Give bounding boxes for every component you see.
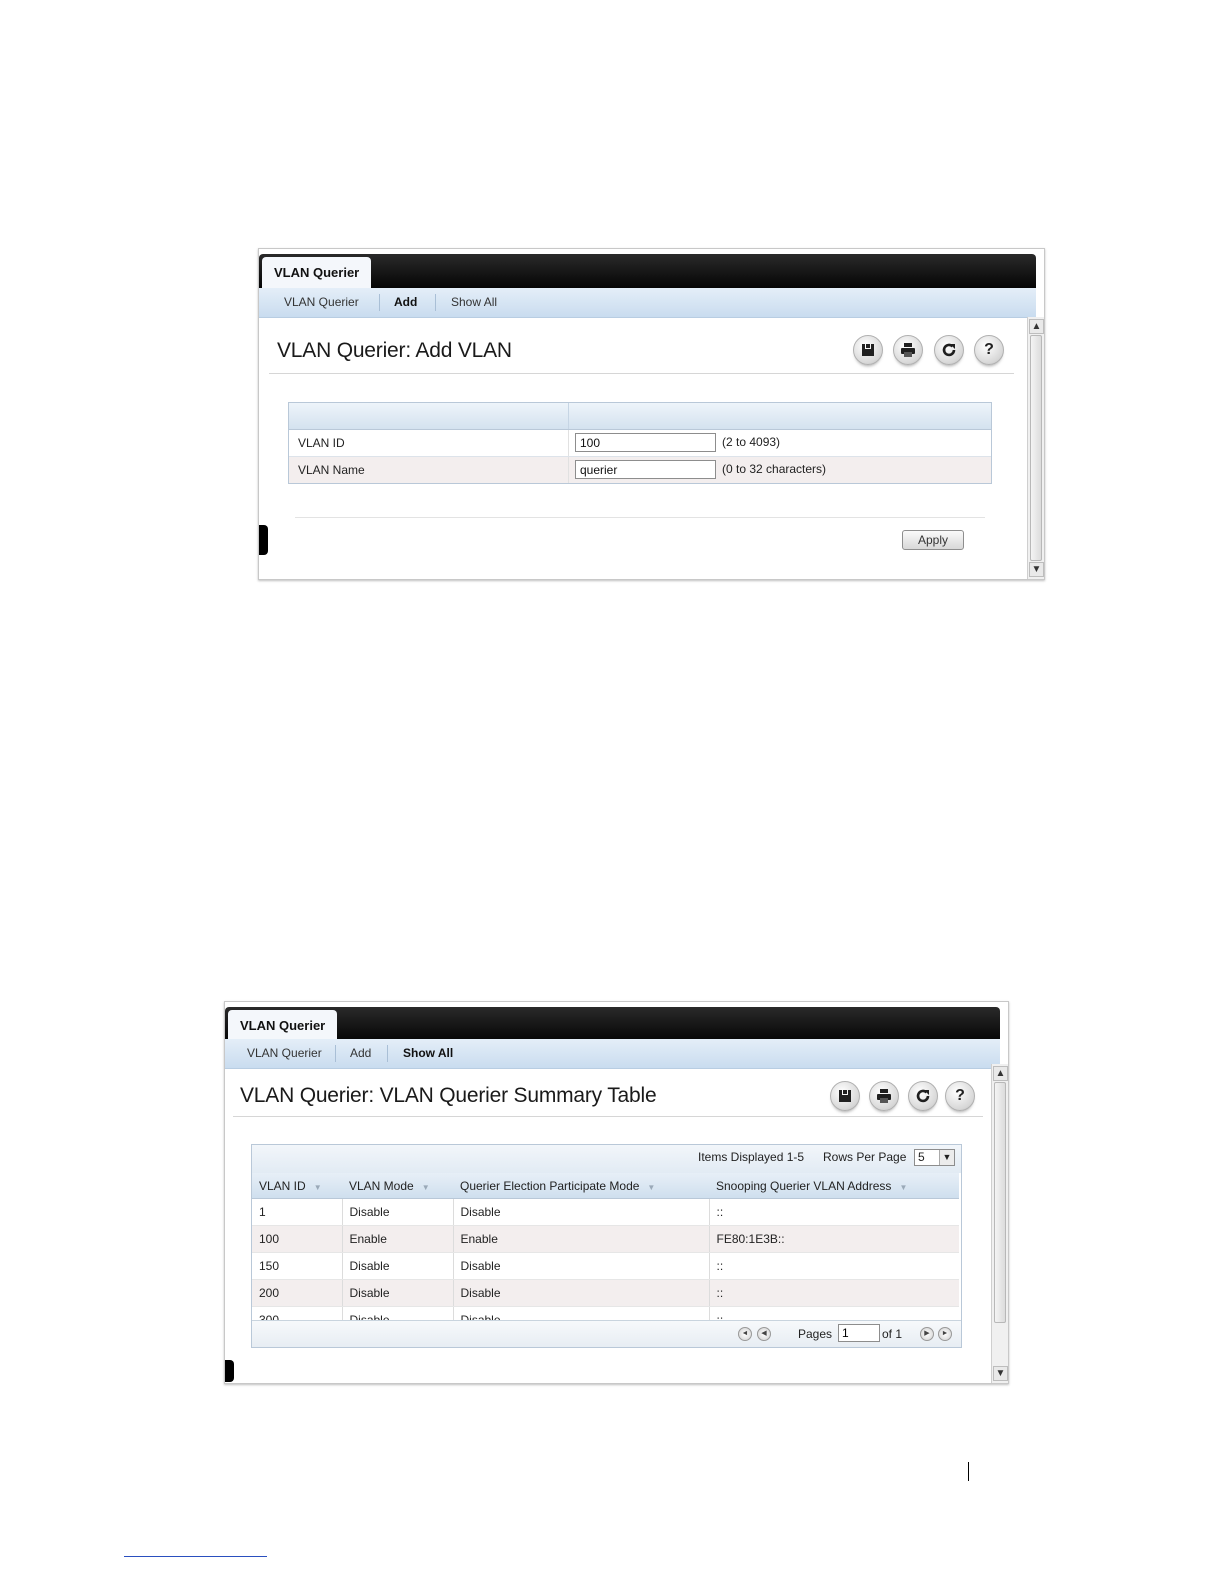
cell-vlan-mode: Disable [342, 1253, 453, 1280]
cell-vlan-id: 200 [252, 1280, 342, 1307]
window-titlebar [259, 254, 1036, 288]
sort-icon: ▼ [421, 1182, 430, 1192]
print-icon[interactable] [893, 335, 923, 365]
column-header-vlan-mode[interactable]: VLAN Mode ▼ [342, 1173, 453, 1199]
scrollbar-thumb[interactable] [1030, 335, 1042, 561]
cell-vlan-id: 150 [252, 1253, 342, 1280]
form-row-vlan-name [289, 457, 991, 483]
cell-address: FE80:1E3B:: [709, 1226, 959, 1253]
save-icon[interactable] [830, 1081, 860, 1111]
vlan-querier-summary-window [224, 1001, 1009, 1384]
cell-vlan-mode: Enable [342, 1226, 453, 1253]
scroll-down-icon[interactable]: ▼ [993, 1366, 1008, 1381]
cell-address: :: [709, 1199, 959, 1226]
table-header-row [252, 1173, 959, 1199]
vlan-id-hint: (2 to 4093) [722, 435, 781, 449]
apply-button[interactable]: Apply [902, 530, 964, 550]
scroll-up-icon[interactable]: ▲ [1029, 319, 1044, 334]
help-icon[interactable]: ? [945, 1081, 975, 1111]
previous-page-icon[interactable]: ◀ [757, 1327, 771, 1341]
scrollbar-thumb[interactable] [994, 1082, 1006, 1323]
form-header [289, 403, 991, 430]
subnav-show-all[interactable]: Show All [403, 1046, 454, 1060]
table-row[interactable] [252, 1226, 959, 1253]
page-title: VLAN Querier: VLAN Querier Summary Table [240, 1084, 657, 1107]
vlan-id-label: VLAN ID [298, 436, 345, 450]
vlan-querier-summary-table [252, 1173, 959, 1334]
items-displayed: Items Displayed 1-5 [698, 1150, 805, 1164]
column-header-querier-election[interactable]: Querier Election Participate Mode ▼ [453, 1173, 709, 1199]
vlan-name-hint: (0 to 32 characters) [722, 462, 827, 476]
page-number-input[interactable] [838, 1324, 880, 1342]
subnav-vlan-querier[interactable]: VLAN Querier [247, 1046, 322, 1060]
pagination-bar [252, 1320, 961, 1347]
scroll-up-icon[interactable]: ▲ [993, 1066, 1008, 1081]
help-icon[interactable]: ? [974, 335, 1004, 365]
page-margin-bar [968, 1462, 969, 1481]
form-row-vlan-id [289, 430, 991, 457]
cell-vlan-mode: Disable [342, 1199, 453, 1226]
cell-address: :: [709, 1280, 959, 1307]
table-toolbar [252, 1145, 961, 1173]
column-header-vlan-id[interactable]: VLAN ID ▼ [252, 1173, 342, 1199]
tab-vlan-querier[interactable]: VLAN Querier [228, 1010, 337, 1041]
scroll-down-icon[interactable]: ▼ [1029, 562, 1044, 577]
subnav-add[interactable]: Add [394, 295, 418, 309]
add-vlan-form [288, 402, 992, 484]
tab-vlan-querier[interactable]: VLAN Querier [262, 257, 371, 288]
sub-navigation [225, 1039, 1000, 1069]
pages-label: Pages [798, 1327, 833, 1341]
cell-election-mode: Disable [453, 1280, 709, 1307]
footer-rule [124, 1556, 267, 1557]
rows-per-page-value: 5 [918, 1150, 925, 1164]
subnav-add[interactable]: Add [350, 1046, 372, 1060]
cell-vlan-mode: Disable [342, 1280, 453, 1307]
cell-election-mode: Disable [453, 1199, 709, 1226]
save-icon[interactable] [853, 335, 883, 365]
refresh-icon[interactable] [908, 1081, 938, 1111]
first-page-icon[interactable]: ◄ [738, 1327, 752, 1341]
vlan-id-input[interactable] [575, 433, 716, 452]
left-edge-handle [225, 1360, 234, 1382]
vertical-scrollbar[interactable] [991, 1064, 1008, 1383]
page-total: of 1 [882, 1327, 903, 1341]
sort-icon: ▼ [313, 1182, 322, 1192]
cell-election-mode: Disable [453, 1253, 709, 1280]
sub-navigation [259, 288, 1036, 318]
vlan-querier-add-window [258, 248, 1045, 580]
next-page-icon[interactable]: ▶ [920, 1327, 934, 1341]
cell-address: :: [709, 1253, 959, 1280]
column-header-snooping-address[interactable]: Snooping Querier VLAN Address ▼ [709, 1173, 959, 1199]
rows-per-page-label: Rows Per Page [823, 1150, 907, 1164]
window-titlebar [225, 1007, 1000, 1041]
table-row[interactable] [252, 1280, 959, 1307]
print-icon[interactable] [869, 1081, 899, 1111]
rows-per-page-select[interactable] [914, 1149, 955, 1166]
cell-election-mode: Enable [453, 1226, 709, 1253]
vertical-scrollbar[interactable] [1027, 317, 1044, 579]
sort-icon: ▼ [647, 1182, 656, 1192]
subnav-vlan-querier[interactable]: VLAN Querier [284, 295, 359, 309]
cell-vlan-id: 100 [252, 1226, 342, 1253]
cell-vlan-id: 1 [252, 1199, 342, 1226]
vlan-name-label: VLAN Name [298, 463, 365, 477]
subnav-show-all[interactable]: Show All [451, 295, 498, 309]
page-title: VLAN Querier: Add VLAN [277, 339, 512, 362]
vlan-name-input[interactable] [575, 460, 716, 479]
refresh-icon[interactable] [934, 335, 964, 365]
last-page-icon[interactable]: ► [938, 1327, 952, 1341]
left-edge-handle [259, 525, 268, 555]
summary-table-container [251, 1144, 962, 1348]
sort-icon: ▼ [899, 1182, 908, 1192]
table-row[interactable] [252, 1253, 959, 1280]
chevron-down-icon[interactable]: ▼ [939, 1150, 954, 1165]
table-row[interactable] [252, 1199, 959, 1226]
